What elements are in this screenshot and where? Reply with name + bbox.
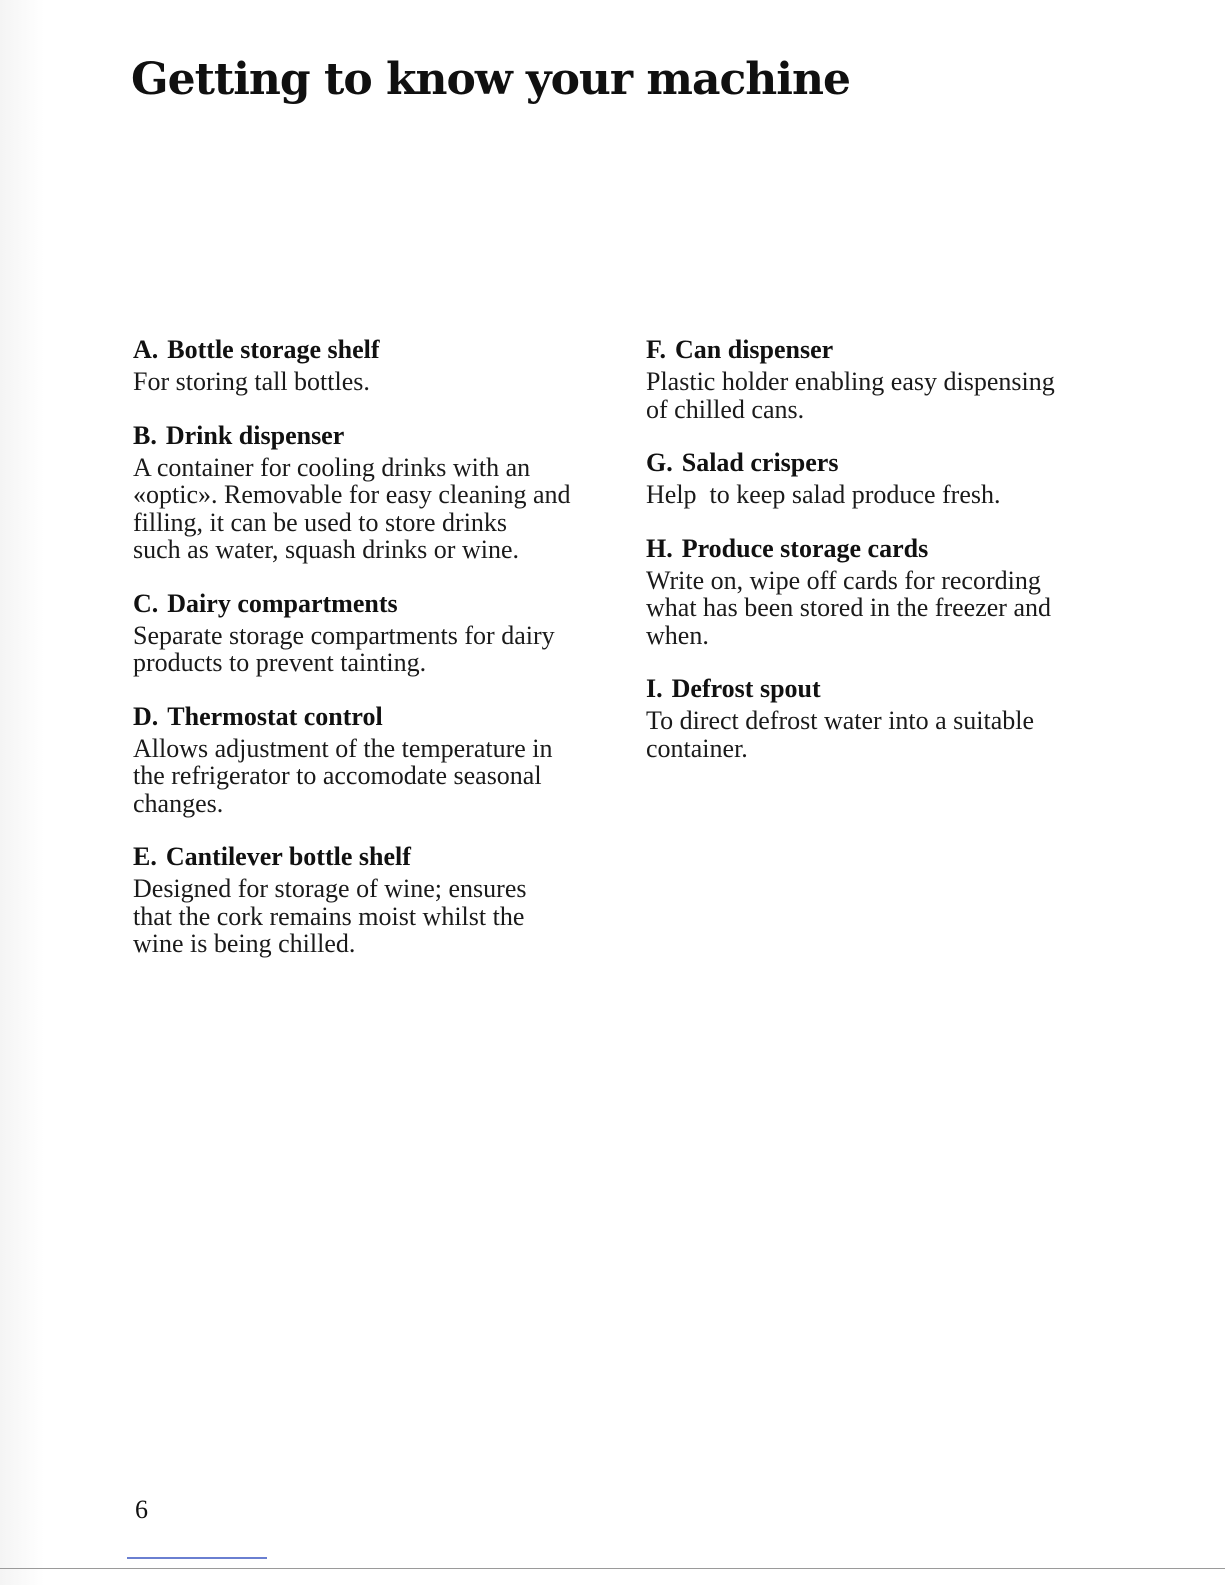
item-letter: E. (133, 842, 157, 871)
description-line: Help to keep salad produce fresh. (646, 480, 1001, 509)
item-title: Drink dispenser (165, 420, 345, 450)
item-title: Can dispenser (675, 335, 834, 364)
description-line: Plastic holder enabling easy dispensing (646, 367, 1055, 396)
item-description (133, 368, 613, 396)
item-description (133, 454, 613, 564)
item-title: Thermostat control (167, 701, 383, 731)
description-line: «optic». Removable for easy cleaning and (133, 480, 571, 509)
item-description (646, 567, 1116, 650)
item-letter: C. (133, 588, 159, 618)
left-column (133, 332, 613, 980)
description-line: changes. (133, 788, 224, 818)
item-title: Dairy compartments (167, 588, 398, 618)
item-title: Bottle storage shelf (167, 335, 380, 364)
item-produce-storage-cards (646, 531, 1116, 650)
item-letter: A. (133, 335, 159, 364)
page-title: Getting to know your machine (131, 54, 850, 105)
item-drink-dispenser (133, 418, 613, 564)
item-heading (133, 699, 613, 735)
item-title: Defrost spout (671, 674, 821, 703)
description-line: A container for cooling drinks with an (133, 452, 531, 482)
item-cantilever-bottle-shelf (133, 839, 613, 958)
description-line: of chilled cans. (646, 394, 805, 424)
item-letter: G. (646, 448, 673, 477)
description-line: products to prevent tainting. (133, 648, 427, 677)
item-title: Produce storage cards (681, 533, 929, 563)
description-line: when. (646, 620, 709, 650)
description-line: what has been stored in the freezer and (646, 593, 1051, 622)
item-bottle-storage-shelf (133, 332, 613, 396)
item-title: Cantilever bottle shelf (165, 842, 411, 871)
item-defrost-spout (646, 671, 1116, 762)
item-description (133, 735, 613, 818)
description-line: container. (646, 733, 748, 763)
description-line: For storing tall bottles. (133, 367, 370, 396)
description-line: wine is being chilled. (133, 929, 356, 958)
right-column (646, 332, 1116, 784)
description-line: Allows adjustment of the temperature in (133, 733, 553, 763)
description-line: Designed for storage of wine; ensures (133, 874, 527, 903)
bottom-rule (0, 1568, 1225, 1569)
item-heading (133, 839, 613, 875)
item-description (646, 707, 1116, 762)
description-line: To direct defrost water into a suitable (646, 706, 1035, 735)
item-dairy-compartments (133, 586, 613, 677)
description-line: such as water, squash drinks or wine. (133, 535, 519, 564)
item-heading (646, 671, 1116, 707)
description-line: that the cork remains moist whilst the (133, 901, 525, 931)
item-heading (133, 332, 613, 368)
item-heading (646, 332, 1116, 368)
description-line: filling, it can be used to store drinks (133, 507, 508, 537)
item-letter: I. (646, 674, 663, 703)
description-line: the refrigerator to accomodate seasonal (133, 761, 542, 790)
item-letter: B. (133, 420, 157, 450)
item-letter: H. (646, 533, 673, 563)
item-description (133, 875, 613, 958)
item-heading (133, 586, 613, 622)
item-heading (133, 418, 613, 454)
item-letter: F. (646, 335, 666, 364)
description-line: Write on, wipe off cards for recording (646, 565, 1041, 595)
scan-edge-shadow (0, 0, 44, 1585)
item-can-dispenser (646, 332, 1116, 423)
item-salad-crispers (646, 445, 1116, 509)
item-title: Salad crispers (681, 448, 839, 477)
footer-underline (127, 1557, 267, 1559)
item-thermostat-control (133, 699, 613, 818)
item-heading (646, 445, 1116, 481)
item-letter: D. (133, 701, 159, 731)
item-heading (646, 531, 1116, 567)
description-line: Separate storage compartments for dairy (133, 620, 555, 650)
item-description (133, 622, 613, 677)
page-number: 6 (135, 1495, 148, 1524)
item-description (646, 368, 1116, 423)
item-description (646, 481, 1116, 509)
